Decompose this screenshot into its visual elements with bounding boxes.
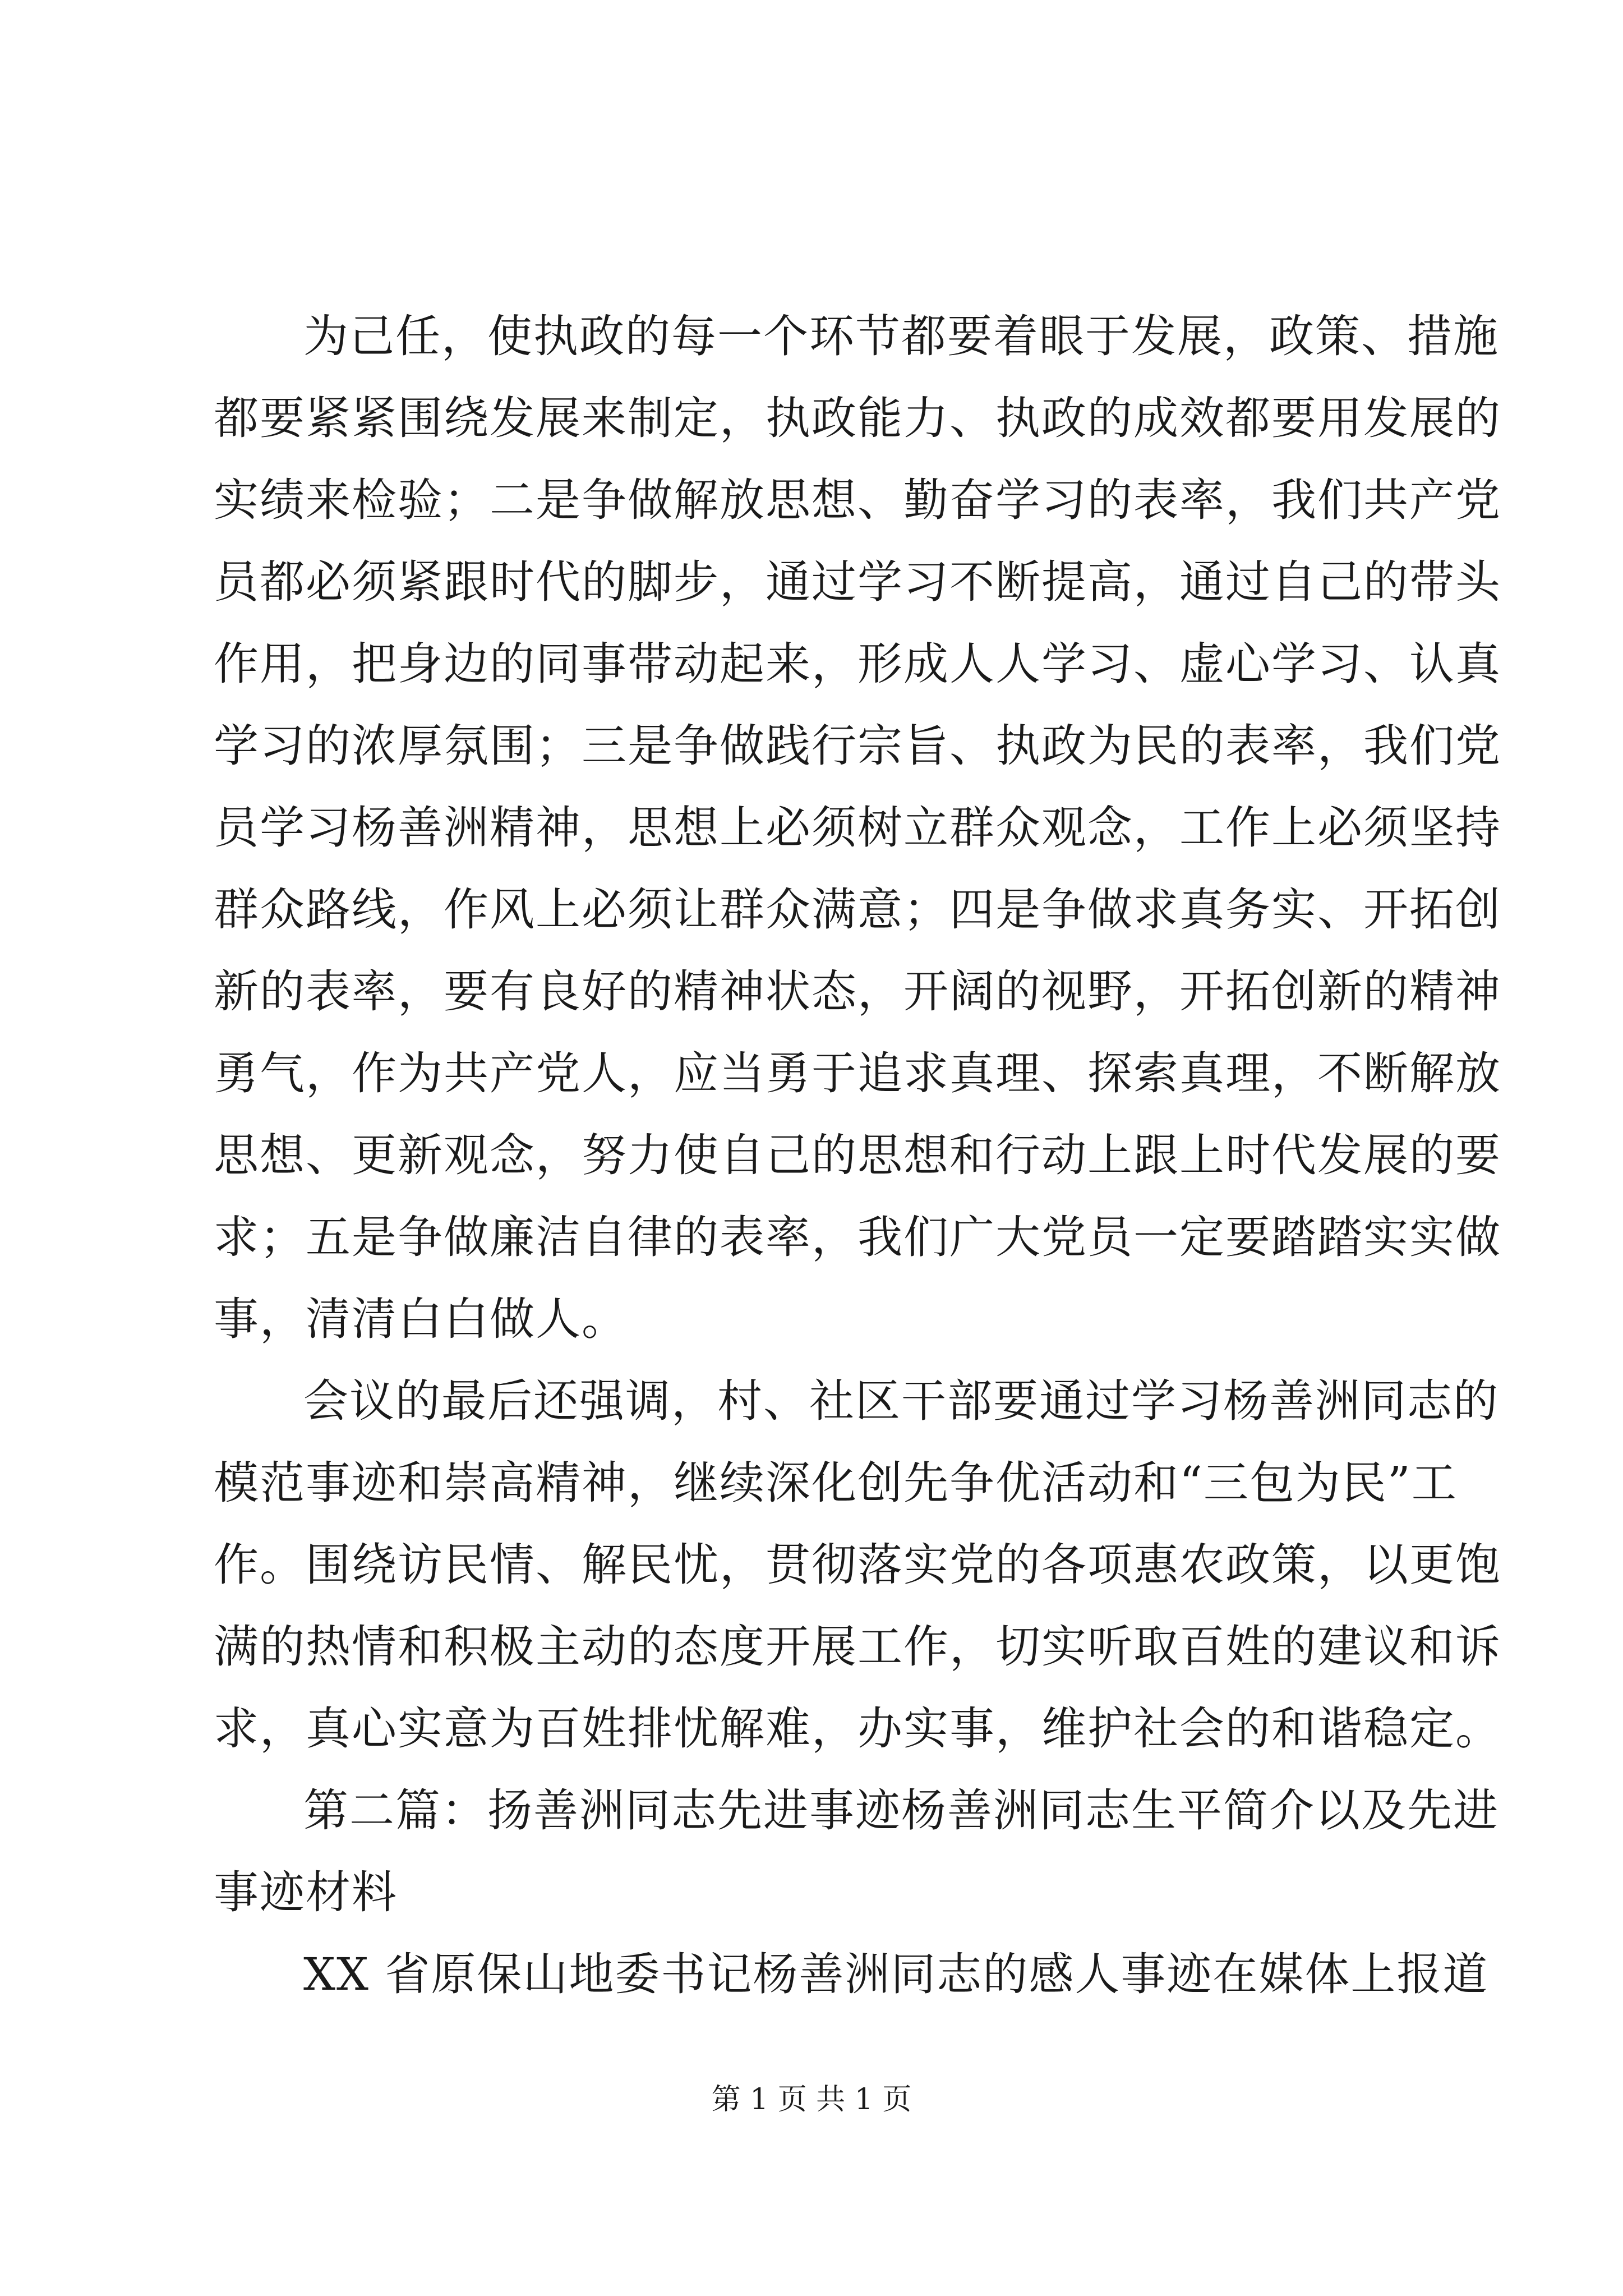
section-heading-line-1: 第二篇：扬善洲同志先进事迹杨善洲同志生平简介以及先进 [303, 1784, 1499, 1837]
paragraph-2-line-1: 会议的最后还强调，村、社区干部要通过学习杨善洲同志的 [303, 1375, 1499, 1427]
paragraph-1-line-6: 学习的浓厚氛围；三是争做践行宗旨、执政为民的表率，我们党 [214, 720, 1501, 772]
paragraph-1-line-3: 实绩来检验；二是争做解放思想、勤奋学习的表率，我们共产党 [214, 474, 1501, 526]
paragraph-1-line-4: 员都必须紧跟时代的脚步，通过学习不断提高，通过自己的带头 [214, 556, 1501, 608]
paragraph-1-line-1: 为己任，使执政的每一个环节都要着眼于发展，政策、措施 [303, 310, 1499, 362]
paragraph-1-line-8: 群众路线，作风上必须让群众满意；四是争做求真务实、开拓创 [214, 884, 1501, 936]
paragraph-4-line-1: XX 省原保山地委书记杨善洲同志的感人事迹在媒体上报道 [303, 1948, 1489, 2000]
paragraph-1-line-10: 勇气，作为共产党人，应当勇于追求真理、探索真理，不断解放 [214, 1047, 1501, 1099]
paragraph-1-line-12: 求；五是争做廉洁自律的表率，我们广大党员一定要踏踏实实做 [214, 1211, 1501, 1263]
paragraph-2-line-2: 模范事迹和崇高精神，继续深化创先争优活动和“三包为民”工 [214, 1457, 1458, 1509]
paragraph-1-line-11: 思想、更新观念，努力使自己的思想和行动上跟上时代发展的要 [214, 1129, 1501, 1181]
section-heading-line-2: 事迹材料 [214, 1866, 398, 1918]
paragraph-1-line-9: 新的表率，要有良好的精神状态，开阔的视野，开拓创新的精神 [214, 965, 1501, 1018]
paragraph-1-line-7: 员学习杨善洲精神，思想上必须树立群众观念，工作上必须坚持 [214, 802, 1501, 854]
paragraph-2-line-4: 满的热情和积极主动的态度开展工作，切实听取百姓的建议和诉 [214, 1621, 1501, 1673]
paragraph-1-line-13: 事，清清白白做人。 [214, 1293, 628, 1345]
page-footer: 第 1 页 共 1 页 [711, 2083, 912, 2116]
paragraph-1-line-5: 作用，把身边的同事带动起来，形成人人学习、虚心学习、认真 [214, 638, 1501, 690]
paragraph-2-line-3: 作。围绕访民情、解民忧，贯彻落实党的各项惠农政策，以更饱 [214, 1539, 1501, 1591]
paragraph-1-line-2: 都要紧紧围绕发展来制定，执政能力、执政的成效都要用发展的 [214, 392, 1501, 444]
paragraph-2-line-5: 求，真心实意为百姓排忧解难，办实事，维护社会的和谐稳定。 [214, 1703, 1501, 1755]
